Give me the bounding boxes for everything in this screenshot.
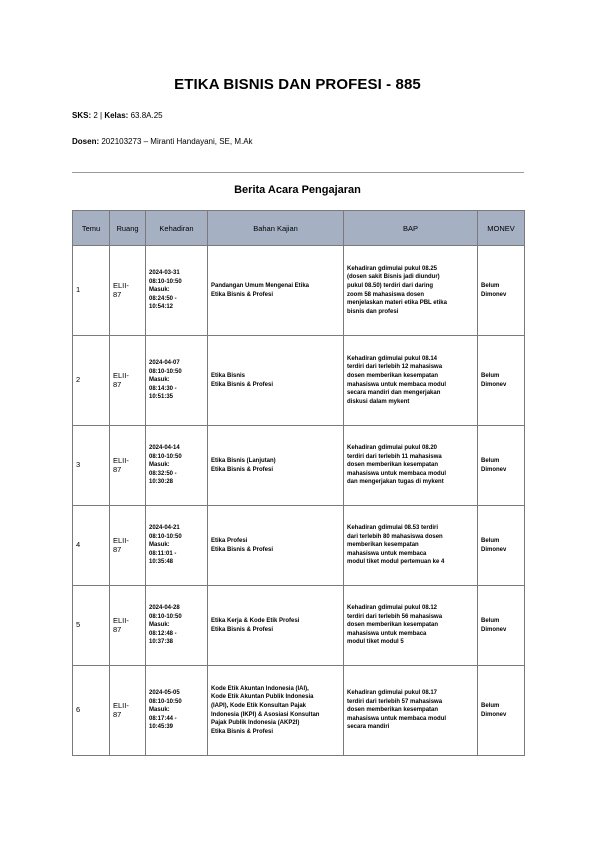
cell-temu: 2 <box>73 336 110 426</box>
cell-temu: 5 <box>73 586 110 666</box>
sks-label: SKS: <box>72 111 92 120</box>
cell-monev: Belum Dimonev <box>478 336 525 426</box>
cell-kehadiran: 2024-04-21 08:10-10:50 Masuk: 08:11:01 - 10:35:48 <box>146 506 208 586</box>
table-row <box>73 666 525 756</box>
cell-monev: Belum Dimonev <box>478 666 525 756</box>
header-ruang: Ruang <box>110 211 146 246</box>
cell-kehadiran: 2024-04-14 08:10-10:50 Masuk: 08:32:50 - 10:30:28 <box>146 426 208 506</box>
cell-bap: Kehadiran gdimulai pukul 08.14 terdiri dari terlebih 12 mahasiswa dosen memberikan kesempatan mahasiswa untuk membaca modul secara mandiri dan mengerjakan diskusi dalam mykent <box>344 336 478 426</box>
header-bap: BAP <box>344 211 478 246</box>
cell-bap: Kehadiran gdimulai 08.53 terdiri dari terlebih 80 mahasiswa dosen memberikan kesempatan mahasiswa untuk membaca modul tiket modul pertemuan ke 4 <box>344 506 478 586</box>
cell-monev: Belum Dimonev <box>478 426 525 506</box>
table-row <box>73 246 525 336</box>
header-bahan-kajian: Bahan Kajian <box>208 211 344 246</box>
dosen-label: Dosen: <box>72 137 100 146</box>
cell-monev: Belum Dimonev <box>478 506 525 586</box>
kelas-label: Kelas: <box>104 111 129 120</box>
header-temu: Temu <box>73 211 110 246</box>
cell-bahan-kajian: Etika Bisnis Etika Bisnis & Profesi <box>208 336 344 426</box>
table-row <box>73 586 525 666</box>
table-row <box>73 336 525 426</box>
dosen-value: 202103273 – Miranti Handayani, SE, M.Ak <box>99 137 253 146</box>
cell-kehadiran: 2024-04-07 08:10-10:50 Masuk: 08:14:30 - 10:51:35 <box>146 336 208 426</box>
cell-ruang: ELII- 87 <box>110 506 146 586</box>
cell-bap: Kehadiran gdimulai pukul 08.12 terdiri dari terlebih 56 mahasiswa dosen memberikan kesempatan mahasiswa untuk membaca modul tiket modul 5 <box>344 586 478 666</box>
cell-ruang: ELII- 87 <box>110 666 146 756</box>
header-kehadiran: Kehadiran <box>146 211 208 246</box>
sks-value: 2 | <box>91 111 105 120</box>
cell-bahan-kajian: Etika Profesi Etika Bisnis & Profesi <box>208 506 344 586</box>
cell-kehadiran: 2024-04-28 08:10-10:50 Masuk: 08:12:48 - 10:37:38 <box>146 586 208 666</box>
cell-temu: 4 <box>73 506 110 586</box>
cell-bap: Kehadiran gdimulai pukul 08.25 (dosen sakit Bisnis jadi diundur) pukul 08.50) terdiri dari daring zoom 58 mahasiswa dosen menjelaskan materi etika PBL etika bisnis dan profesi <box>344 246 478 336</box>
cell-ruang: ELII- 87 <box>110 586 146 666</box>
table-header-row <box>73 211 525 246</box>
cell-kehadiran: 2024-05-05 08:10-10:50 Masuk: 08:17:44 - 10:45:39 <box>146 666 208 756</box>
cell-bahan-kajian: Etika Kerja & Kode Etik Profesi Etika Bisnis & Profesi <box>208 586 344 666</box>
cell-bap: Kehadiran gdimulai pukul 08.20 terdiri dari terlebih 11 mahasiswa dosen memberikan kesempatan mahasiswa untuk membaca modul dan mengerjakan tugas di mykent <box>344 426 478 506</box>
cell-bahan-kajian: Pandangan Umum Mengenai Etika Etika Bisnis & Profesi <box>208 246 344 336</box>
section-title: Berita Acara Pengajaran <box>234 184 361 196</box>
table-row <box>73 506 525 586</box>
course-title: ETIKA BISNIS DAN PROFESI - 885 <box>174 76 421 93</box>
cell-temu: 6 <box>73 666 110 756</box>
sks-kelas-line <box>72 111 163 120</box>
cell-bahan-kajian: Etika Bisnis (Lanjutan) Etika Bisnis & Profesi <box>208 426 344 506</box>
cell-kehadiran: 2024-03-31 08:10-10:50 Masuk: 08:24:50 - 10:54:12 <box>146 246 208 336</box>
cell-bahan-kajian: Kode Etik Akuntan Indonesia (IAI), Kode Etik Akuntan Publik Indonesia (IAPI), Kode Etik Konsultan Pajak Indonesia (IKPI) & Asosiasi Konsultan Pajak Publik Indonesia (AKP2I) Etika Bisnis & Profesi <box>208 666 344 756</box>
cell-bap: Kehadiran gdimulai pukul 08.17 terdiri dari terlebih 57 mahasiswa dosen memberikan kesempatan mahasiswa untuk membaca modul secara mandiri <box>344 666 478 756</box>
cell-monev: Belum Dimonev <box>478 586 525 666</box>
cell-ruang: ELII- 87 <box>110 246 146 336</box>
cell-ruang: ELII- 87 <box>110 426 146 506</box>
table-row <box>73 426 525 506</box>
dosen-line <box>72 137 253 146</box>
header-monev: MONEV <box>478 211 525 246</box>
cell-ruang: ELII- 87 <box>110 336 146 426</box>
kelas-value: 63.8A.25 <box>128 111 163 120</box>
cell-monev: Belum Dimonev <box>478 246 525 336</box>
cell-temu: 1 <box>73 246 110 336</box>
divider <box>72 172 524 173</box>
cell-temu: 3 <box>73 426 110 506</box>
bap-table <box>72 210 525 756</box>
